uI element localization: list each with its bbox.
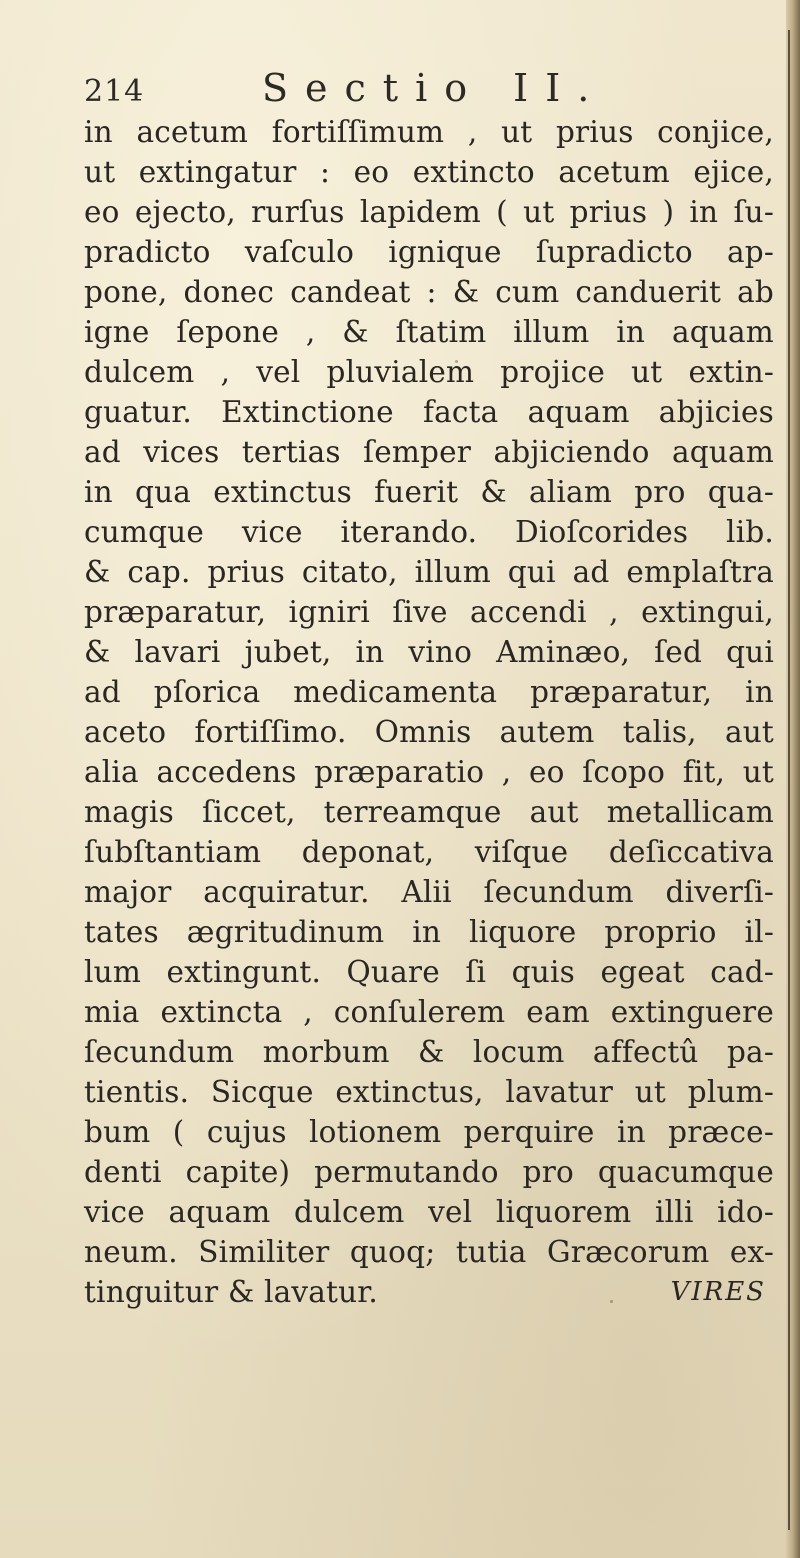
text-line: neum. Similiter quoq; tutia Græcorum ex- — [84, 1235, 774, 1269]
text-line: igne ſepone , & ſtatim illum in aquam — [84, 315, 774, 349]
text-line: ad pſorica medicamenta præparatur, in — [84, 675, 774, 709]
text-line: præparatur, igniri ſive accendi , extingui, — [84, 595, 774, 629]
text-line: tientis. Sicque extinctus, lavatur ut plum- — [84, 1075, 774, 1109]
text-line: tates ægritudinum in liquore proprio il- — [84, 915, 774, 949]
text-line: eo ejecto, rurſus lapidem ( ut prius ) in ſu- — [84, 195, 774, 229]
text-line: & cap. prius citato, illum qui ad emplaſtra — [84, 555, 774, 589]
text-line: lum extingunt. Quare ſi quis egeat cad- — [84, 955, 774, 989]
text-line: in acetum fortiſſimum , ut prius conjice, — [84, 115, 774, 149]
text-line: & lavari jubet, in vino Aminæo, ſed qui — [84, 635, 774, 669]
text-line: bum ( cujus lotionem perquire in præce- — [84, 1115, 774, 1149]
text-line: aceto fortiſſimo. Omnis autem talis, aut — [84, 715, 774, 749]
text-line: vice aquam dulcem vel liquorem illi ido- — [84, 1195, 774, 1229]
text-line: ſecundum morbum & locum affectû pa- — [84, 1035, 774, 1069]
text-line: denti capite) permutando pro quacumque — [84, 1155, 774, 1189]
text-line: in qua extinctus fuerit & aliam pro qua- — [84, 475, 774, 509]
text-line: mia extincta , conſulerem eam extinguere — [84, 995, 774, 1029]
text-line: cumque vice iterando. Dioſcorides lib. — [84, 515, 774, 549]
text-line: pradicto vaſculo ignique ſupradicto ap- — [84, 235, 774, 269]
text-line: ſubſtantiam deponat, viſque deſiccativa — [84, 835, 774, 869]
gutter-edge-line — [788, 30, 790, 1530]
text-line: ut extingatur : eo extincto acetum ejice, — [84, 155, 774, 189]
text-line: major acquiratur. Alii ſecundum diverſi- — [84, 875, 774, 909]
text-line: guatur. Extinctione facta aquam abjicies — [84, 395, 774, 429]
final-line — [84, 1272, 774, 1312]
text-line: magis ſiccet, terreamque aut metallicam — [84, 795, 774, 829]
page-number: 214 — [84, 74, 145, 109]
running-head: Sectio II. — [262, 66, 607, 110]
text-line: pone, donec candeat : & cum canduerit ab — [84, 275, 774, 309]
text-line: dulcem , vel pluvialem projice ut extin- — [84, 355, 774, 389]
text-line: alia accedens præparatio , eo ſcopo fit, ut — [84, 755, 774, 789]
page-header — [84, 66, 764, 116]
body-text — [84, 112, 774, 1312]
text-line: ad vices tertias ſemper abjiciendo aquam — [84, 435, 774, 469]
text-line: tinguitur & lavatur. — [84, 1275, 378, 1309]
catchword: VIRES — [670, 1277, 766, 1307]
